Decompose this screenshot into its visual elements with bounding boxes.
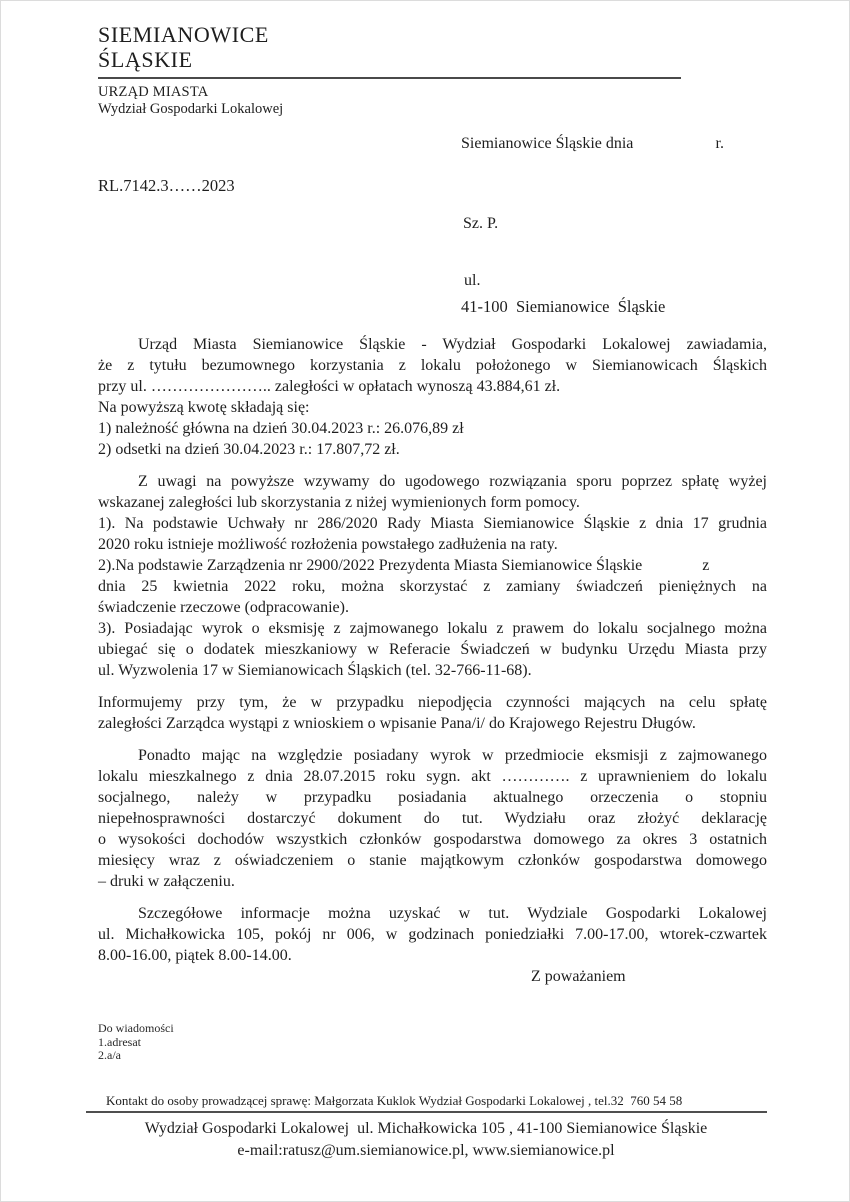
letter-body (98, 334, 767, 987)
body-line: świadczenie rzeczowe (odpracowanie). (98, 599, 349, 616)
date-line-year-suffix: r. (715, 135, 724, 152)
footer-contact-line: Kontakt do osoby prowadzącej sprawę: Małgorzata Kuklok Wydział Gospodarki Lokalowej , tel.32 760 54 58 (106, 1093, 683, 1108)
body-line: że z tytułu bezumownego korzystania z lokalu położonego w Siemianowicach Śląskich (98, 357, 767, 374)
closing-salutation: Z poważaniem (531, 968, 626, 985)
body-line: miesięcy wraz z oświadczeniem o stanie majątkowym członków gospodarstwa domowego (98, 852, 767, 869)
body-line: przy ul. ………………….. zaległości w opłatach wynoszą 43.884,61 zł. (98, 378, 561, 395)
paragraph-payment-options (98, 471, 767, 681)
letter-footer (1, 1093, 850, 1162)
date-line (461, 133, 724, 154)
date-line-text: Siemianowice Śląskie dnia (461, 135, 634, 152)
footer-divider (86, 1111, 767, 1113)
paragraph-eviction-judgment (98, 745, 767, 892)
body-line: zaległości Zarządca wystąpi z wnioskiem o wpisanie Pana/i/ do Krajowego Rejestru Długów. (98, 715, 696, 732)
body-line: Informujemy przy tym, że w przypadku niepodjęcia czynności mających na celu spłatę (98, 694, 767, 711)
body-line: dnia 25 kwietnia 2022 roku, można skorzystać z zamiany świadczeń pieniężnych na (98, 578, 767, 595)
body-line: Na powyższą kwotę składają się: (98, 399, 310, 416)
body-line: – druki w załączeniu. (98, 873, 235, 890)
letterhead-divider (98, 77, 681, 79)
footer-email-line: e-mail:ratusz@um.siemianowice.pl, www.siemianowice.pl (237, 1142, 615, 1159)
body-line: o wysokości dochodów wszystkich członków gospodarstwa domowego za okres 3 ostatnich (98, 831, 767, 848)
sender-city-line2: ŚLĄSKIE (98, 47, 193, 72)
body-line: 1). Na podstawie Uchwały nr 286/2020 Rady Miasta Siemianowice Śląskie z dnia 17 grudnia (98, 515, 767, 532)
sender-city-line1: SIEMIANOWICE (98, 22, 269, 47)
body-line: 3). Posiadając wyrok o eksmisję z zajmowanego lokalu z prawem do lokalu socjalnego można (98, 620, 767, 637)
body-line: 8.00-16.00, piątek 8.00-14.00. (98, 947, 292, 964)
body-line: ubiegać się o dodatek mieszkaniowy w Referacie Świadczeń w budynku Urzędu Miasta przy (98, 641, 767, 658)
body-line: ul. Wyzwolenia 17 w Siemianowicach Śląskich (tel. 32-766-11-68). (98, 662, 532, 679)
body-line: ul. Michałkowicka 105, pokój nr 006, w godzinach poniedziałki 7.00-17.00, wtorek-czwartek (98, 926, 767, 943)
sender-department: Wydział Gospodarki Lokalowej (98, 101, 284, 117)
body-line: Ponadto mając na względzie posiadany wyrok w przedmiocie eksmisji z zajmowanego (138, 747, 767, 764)
body-line: niepełnosprawności dostarczyć dokument do tut. Wydziału oraz złożyć deklarację (98, 810, 767, 827)
distribution-list (98, 1036, 767, 1063)
recipient-street: ul. (464, 272, 481, 289)
body-line: 2) odsetki na dzień 30.04.2023 r.: 17.807,72 zł. (98, 441, 400, 458)
body-line: wskazanej zaległości lub skorzystania z niżej wymienionych form pomocy. (98, 494, 580, 511)
footer-address-line: Wydział Gospodarki Lokalowej ul. Michałkowicka 105 , 41-100 Siemianowice Śląskie (144, 1120, 708, 1137)
distribution-block (98, 1022, 767, 1063)
body-line: Urząd Miasta Siemianowice Śląskie - Wydział Gospodarki Lokalowej zawiadamia, (138, 336, 767, 353)
body-line: 1) należność główna na dzień 30.04.2023 r.: 26.076,89 zł (98, 420, 464, 437)
body-line: 2020 roku istnieje możliwość rozłożenia powstałego zadłużenia na raty. (98, 536, 558, 553)
paragraph-arrears-notice (98, 334, 767, 460)
body-line: socjalnego, należy w przypadku posiadania aktualnego orzeczenia o stopniu (98, 789, 767, 806)
letterhead (98, 22, 767, 118)
case-number: RL.7142.3……2023 (98, 176, 235, 195)
body-line: lokalu mieszkalnego z dnia 28.07.2015 roku sygn. akt …………. z uprawnieniem do lokalu (98, 768, 767, 785)
distribution-item: 1.adresat (98, 1034, 141, 1049)
recipient-salutation: Sz. P. (463, 215, 499, 232)
body-line: Z uwagi na powyższe wzywamy do ugodowego rozwiązania sporu poprzez spłatę wyżej (138, 473, 767, 490)
distribution-title: Do wiadomości (98, 1021, 174, 1035)
body-line: Szczegółowe informacje można uzyskać w tut. Wydziale Gospodarki Lokalowej (138, 905, 767, 922)
paragraph-office-info (98, 903, 767, 966)
paragraph-debt-register-warning (98, 692, 767, 734)
sender-office: URZĄD MIASTA (98, 84, 209, 100)
body-line: 2).Na podstawie Zarządzenia nr 2900/2022 Prezydenta Miasta Siemianowice Śląskie z (98, 557, 710, 574)
distribution-item: 2.a/a (98, 1048, 121, 1062)
recipient-city: 41-100 Siemianowice Śląskie (461, 297, 666, 316)
